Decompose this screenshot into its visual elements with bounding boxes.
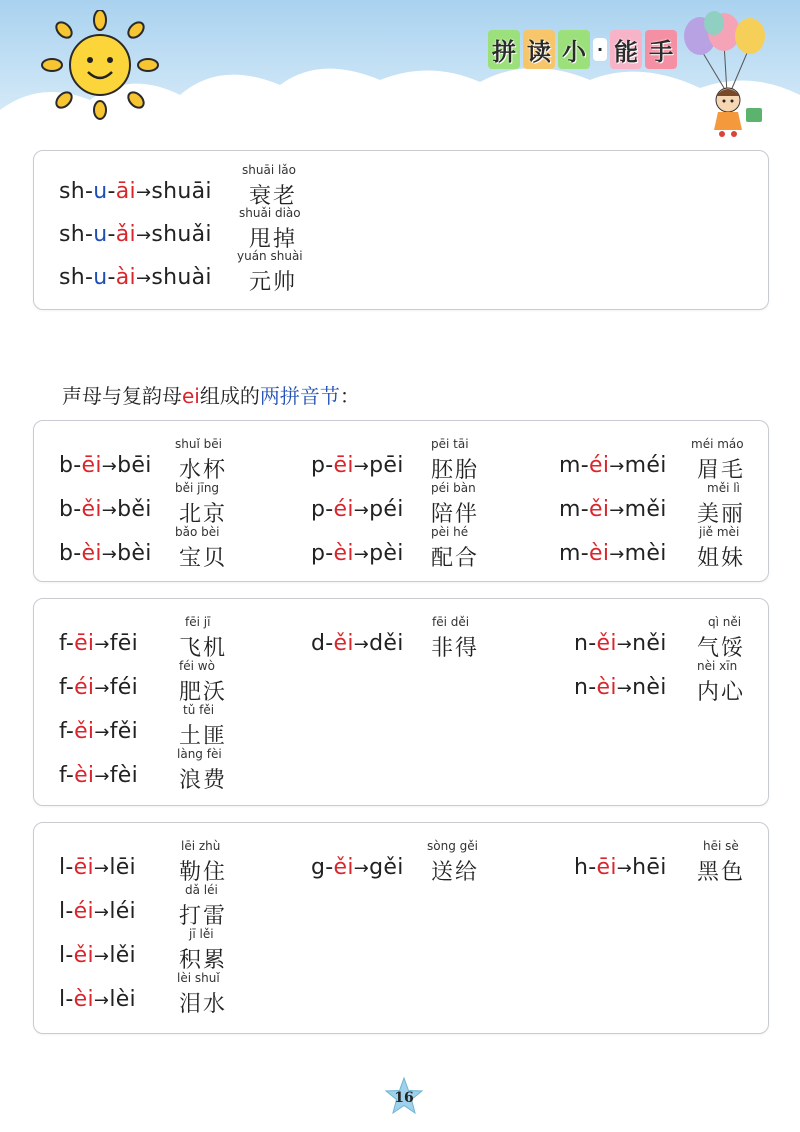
pinyin-annotation: lèi shuǐ: [177, 971, 220, 985]
spelling-chain: p-èi→pèi: [311, 541, 404, 566]
pinyin-annotation: shuǎi diào: [239, 206, 301, 220]
pinyin-annotation: jiě mèi: [699, 525, 740, 539]
pinyin-annotation: fēi děi: [432, 615, 470, 629]
chinese-word: 姐妹: [697, 546, 746, 571]
pinyin-annotation: jī lěi: [189, 927, 214, 941]
chinese-word: 北京: [179, 502, 228, 527]
chinese-word: 浪费: [179, 768, 228, 793]
page-number-badge: [384, 1076, 424, 1122]
spelling-chain: sh-u-āi→shuāi: [59, 179, 212, 204]
shuai-box: [33, 150, 769, 310]
chinese-word: 宝贝: [179, 546, 228, 571]
chinese-word: 打雷: [179, 904, 228, 929]
chinese-word: 飞机: [179, 636, 228, 661]
pinyin-annotation: yuán shuài: [237, 249, 303, 263]
chinese-word: 勒住: [179, 860, 228, 885]
chinese-word: 衰老: [249, 184, 298, 209]
spelling-chain: d-ěi→děi: [311, 631, 404, 656]
chinese-word: 非得: [431, 636, 480, 661]
spelling-chain: f-èi→fèi: [59, 763, 139, 788]
pinyin-annotation: shuǐ bēi: [175, 437, 222, 451]
chinese-word: 陪伴: [431, 502, 480, 527]
pinyin-annotation: pèi hé: [431, 525, 469, 539]
title-char: 能: [610, 30, 642, 69]
spelling-chain: n-ěi→něi: [574, 631, 667, 656]
title-char: 读: [523, 30, 555, 69]
chinese-word: 配合: [431, 546, 480, 571]
pinyin-annotation: pēi tāi: [431, 437, 469, 451]
spelling-chain: b-ěi→běi: [59, 497, 152, 522]
syllable-box-b-p-m: [33, 420, 769, 582]
pinyin-annotation: méi máo: [691, 437, 744, 451]
spelling-chain: l-èi→lèi: [59, 987, 136, 1012]
title-char: ·: [593, 38, 607, 61]
pinyin-annotation: tǔ fěi: [183, 703, 215, 717]
spelling-chain: n-èi→nèi: [574, 675, 667, 700]
chinese-word: 元帅: [249, 270, 298, 295]
pinyin-annotation: fēi jī: [185, 615, 211, 629]
spelling-chain: h-ēi→hēi: [574, 855, 667, 880]
chinese-word: 积累: [179, 948, 228, 973]
pinyin-annotation: běi jīng: [175, 481, 220, 495]
page-number: 16: [394, 1090, 414, 1106]
pinyin-annotation: hēi sè: [703, 839, 739, 853]
page-title: [488, 30, 677, 69]
spelling-chain: b-èi→bèi: [59, 541, 152, 566]
sun-illustration: [40, 10, 160, 120]
chinese-word: 内心: [697, 680, 746, 705]
pinyin-annotation: nèi xīn: [697, 659, 738, 673]
spelling-chain: m-èi→mèi: [559, 541, 667, 566]
spelling-chain: sh-u-ài→shuài: [59, 265, 212, 290]
pinyin-annotation: lēi zhù: [181, 839, 221, 853]
pinyin-annotation: féi wò: [179, 659, 215, 673]
syllable-box-l-g-h: [33, 822, 769, 1034]
spelling-chain: p-éi→péi: [311, 497, 404, 522]
spelling-chain: l-éi→léi: [59, 899, 136, 924]
spelling-chain: sh-u-ǎi→shuǎi: [59, 222, 212, 247]
pinyin-annotation: shuāi lǎo: [242, 163, 296, 177]
section-heading: 声母与复韵母ei组成的两拼音节：: [62, 384, 360, 408]
pinyin-annotation: làng fèi: [177, 747, 222, 761]
syllable-box-f-d-n: [33, 598, 769, 806]
pinyin-annotation: dǎ léi: [185, 883, 218, 897]
title-char: 小: [558, 30, 590, 69]
chinese-word: 肥沃: [179, 680, 228, 705]
spelling-chain: p-ēi→pēi: [311, 453, 404, 478]
spelling-chain: f-ēi→fēi: [59, 631, 139, 656]
title-char: 手: [645, 30, 677, 69]
chinese-word: 黑色: [697, 860, 746, 885]
chinese-word: 气馁: [697, 636, 746, 661]
chinese-word: 眉毛: [697, 458, 746, 483]
chinese-word: 泪水: [179, 992, 228, 1017]
pinyin-annotation: qì něi: [708, 615, 742, 629]
spelling-chain: m-éi→méi: [559, 453, 667, 478]
chinese-word: 美丽: [697, 502, 746, 527]
pinyin-annotation: měi lì: [707, 481, 740, 495]
chinese-word: 土匪: [179, 724, 228, 749]
chinese-word: 送给: [431, 860, 480, 885]
spelling-chain: g-ěi→gěi: [311, 855, 404, 880]
spelling-chain: f-éi→féi: [59, 675, 139, 700]
pinyin-annotation: bǎo bèi: [175, 525, 220, 539]
spelling-chain: l-ēi→lēi: [59, 855, 136, 880]
pinyin-annotation: péi bàn: [431, 481, 476, 495]
title-char: 拼: [488, 30, 520, 69]
spelling-chain: m-ěi→měi: [559, 497, 667, 522]
chinese-word: 甩掉: [249, 227, 298, 252]
chinese-word: 胚胎: [431, 458, 480, 483]
pinyin-annotation: sòng gěi: [427, 839, 478, 853]
chinese-word: 水杯: [179, 458, 228, 483]
spelling-chain: l-ěi→lěi: [59, 943, 136, 968]
spelling-chain: b-ēi→bēi: [59, 453, 152, 478]
girl-with-balloons-illustration: [672, 8, 782, 138]
spelling-chain: f-ěi→fěi: [59, 719, 139, 744]
